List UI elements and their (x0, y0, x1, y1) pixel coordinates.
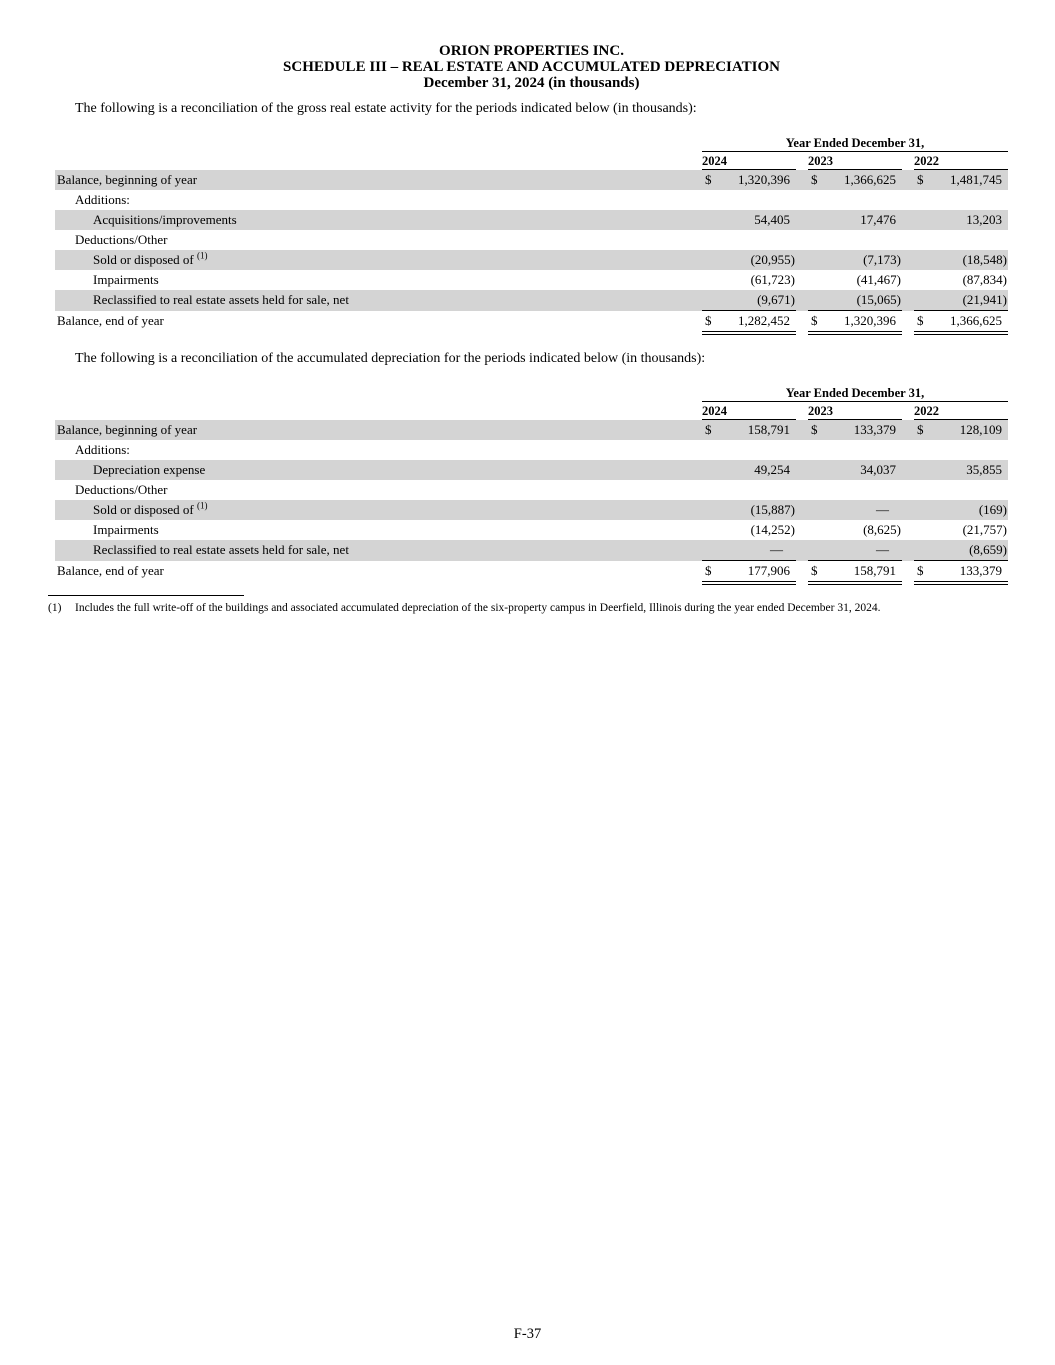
dollar-sign (702, 190, 720, 210)
header-spacer (55, 386, 689, 402)
year-column-header: 2024 (702, 154, 796, 170)
column-gap (689, 250, 702, 270)
row-label: Deductions/Other (75, 482, 168, 497)
column-gap (689, 290, 702, 311)
row-label: Balance, beginning of year (57, 422, 198, 437)
dollar-sign (702, 250, 720, 270)
column-gap (689, 561, 702, 585)
value-cell (702, 500, 796, 520)
value-cell (702, 460, 796, 480)
cell-value: (18,548) (962, 252, 1007, 267)
cell-value: — (770, 542, 783, 557)
table-row (55, 440, 1008, 460)
dollar-sign (808, 290, 826, 310)
value-cell (702, 440, 796, 460)
column-gap (796, 404, 808, 420)
date-line: December 31, 2024 (in thousands) (423, 75, 640, 91)
value-cell (808, 460, 902, 480)
dollar-sign: $ (917, 563, 924, 578)
dollar-sign (702, 210, 720, 230)
column-gap (902, 480, 914, 500)
value-cell (702, 311, 796, 335)
value-cell (808, 311, 902, 335)
cell-value (932, 440, 1008, 460)
cell-value: 158,791 (853, 563, 896, 578)
table-row (55, 311, 1008, 335)
column-gap (902, 154, 914, 170)
dollar-sign (808, 190, 826, 210)
cell-value: 49,254 (754, 462, 790, 477)
cell-value: 1,481,745 (950, 172, 1002, 187)
value-cell (702, 230, 796, 250)
column-gap (689, 210, 702, 230)
row-label: Additions: (75, 192, 130, 207)
dollar-sign (702, 520, 720, 540)
column-gap (796, 290, 808, 311)
table-row (55, 420, 1008, 440)
row-label: Reclassified to real estate assets held for sale, net (93, 292, 349, 307)
cell-value: (9,671) (757, 292, 795, 307)
column-gap (902, 404, 914, 420)
column-gap (689, 270, 702, 290)
year-column-header: 2023 (808, 404, 902, 420)
column-gap (689, 420, 702, 440)
accumulated-depreciation-table (55, 386, 1008, 585)
cell-value: (8,659) (969, 542, 1007, 557)
dollar-sign (808, 480, 826, 500)
year-ended-header: Year Ended December 31, (702, 136, 1008, 152)
dollar-sign (808, 210, 826, 230)
cell-value: 133,379 (853, 422, 896, 437)
column-gap (689, 404, 702, 420)
table-header-years-row (55, 154, 1008, 170)
value-cell (702, 561, 796, 585)
value-cell (914, 420, 1008, 440)
value-cell (914, 210, 1008, 230)
dollar-sign: $ (917, 313, 924, 328)
cell-value: 128,109 (959, 422, 1002, 437)
dollar-sign (914, 210, 932, 230)
footnote-text: Includes the full write-off of the buildings and associated accumulated depreciation of the six-property campus in Deerfield, Illinois during the year ended December 31, 2024. (75, 602, 881, 614)
value-cell (702, 270, 796, 290)
dollar-sign (914, 540, 932, 560)
column-gap (689, 520, 702, 540)
dollar-sign (914, 440, 932, 460)
cell-value: (20,955) (750, 252, 795, 267)
column-gap (796, 210, 808, 230)
column-gap (902, 270, 914, 290)
row-label: Depreciation expense (93, 462, 206, 477)
dollar-sign (914, 190, 932, 210)
cell-value (720, 190, 796, 210)
value-cell (914, 290, 1008, 311)
schedule-title: SCHEDULE III – REAL ESTATE AND ACCUMULATED DEPRECIATION (283, 59, 780, 75)
value-cell (914, 250, 1008, 270)
column-gap (689, 480, 702, 500)
value-cell (808, 540, 902, 561)
column-gap (796, 190, 808, 210)
row-label: Balance, beginning of year (57, 172, 198, 187)
dollar-sign (808, 540, 826, 560)
cell-value: 1,366,625 (844, 172, 896, 187)
cell-value: — (876, 542, 889, 557)
dollar-sign (914, 500, 932, 520)
cell-value: (15,887) (750, 502, 795, 517)
dollar-sign: $ (811, 172, 818, 187)
year-column-header: 2022 (914, 154, 1008, 170)
cell-value (720, 230, 796, 250)
page-number: F-37 (513, 1326, 542, 1342)
year-ended-header: Year Ended December 31, (702, 386, 1008, 402)
value-cell (914, 440, 1008, 460)
dollar-sign: $ (811, 563, 818, 578)
cell-value (720, 440, 796, 460)
column-gap (689, 460, 702, 480)
dollar-sign (702, 460, 720, 480)
value-cell (914, 500, 1008, 520)
footnote (48, 601, 1008, 615)
row-label: Sold or disposed of $^{(1)}$ (93, 250, 208, 267)
table-row (55, 250, 1008, 270)
table-row (55, 290, 1008, 311)
row-label: Reclassified to real estate assets held for sale, net (93, 542, 349, 557)
year-column-header: 2023 (808, 154, 902, 170)
dollar-sign: $ (917, 172, 924, 187)
dollar-sign (808, 460, 826, 480)
table-row (55, 170, 1008, 190)
column-gap (796, 230, 808, 250)
cell-value: (8,625) (863, 522, 901, 537)
dollar-sign (914, 290, 932, 310)
table-row (55, 480, 1008, 500)
column-gap (902, 460, 914, 480)
value-cell (914, 230, 1008, 250)
dollar-sign (808, 270, 826, 290)
dollar-sign (808, 440, 826, 460)
row-label: Impairments (93, 272, 159, 287)
cell-value: (14,252) (750, 522, 795, 537)
column-gap (689, 154, 702, 170)
cell-value: 34,037 (860, 462, 896, 477)
table-row (55, 500, 1008, 520)
dollar-sign (914, 250, 932, 270)
value-cell (808, 480, 902, 500)
column-gap (796, 420, 808, 440)
column-gap (902, 561, 914, 585)
value-cell (702, 170, 796, 190)
footnote-ref: (1) (197, 250, 208, 261)
value-cell (914, 480, 1008, 500)
column-gap (902, 250, 914, 270)
table-header-span-row (55, 386, 1008, 402)
year-column-header: 2022 (914, 404, 1008, 420)
column-gap (689, 190, 702, 210)
cell-value: 1,366,625 (950, 313, 1002, 328)
dollar-sign (914, 230, 932, 250)
cell-value: 1,320,396 (738, 172, 790, 187)
value-cell (808, 520, 902, 540)
cell-value: 1,282,452 (738, 313, 790, 328)
dollar-sign: $ (705, 313, 712, 328)
dollar-sign (702, 230, 720, 250)
cell-value (932, 480, 1008, 500)
row-label: Balance, end of year (57, 563, 164, 578)
column-gap (902, 520, 914, 540)
value-cell (914, 460, 1008, 480)
column-gap (796, 440, 808, 460)
cell-value (826, 230, 902, 250)
dollar-sign (702, 270, 720, 290)
dollar-sign (702, 500, 720, 520)
cell-value (826, 440, 902, 460)
cell-value: 133,379 (959, 563, 1002, 578)
value-cell (914, 520, 1008, 540)
cell-value: (21,757) (962, 522, 1007, 537)
column-gap (689, 386, 702, 402)
column-gap (902, 311, 914, 335)
column-gap (689, 170, 702, 190)
table-row (55, 210, 1008, 230)
cell-value: (61,723) (750, 272, 795, 287)
column-gap (796, 170, 808, 190)
cell-value (826, 480, 902, 500)
cell-value: — (876, 502, 889, 517)
column-gap (689, 136, 702, 152)
cell-value: (169) (978, 502, 1007, 517)
value-cell (808, 440, 902, 460)
table-header-span-row (55, 136, 1008, 152)
value-cell (702, 480, 796, 500)
cell-value: (15,065) (856, 292, 901, 307)
row-label: Deductions/Other (75, 232, 168, 247)
dollar-sign (702, 290, 720, 310)
page-content (0, 0, 1055, 615)
value-cell (702, 520, 796, 540)
dollar-sign (914, 460, 932, 480)
intro-paragraph-depreciation: The following is a reconciliation of the accumulated depreciation for the periods indicated below (in thousands): (75, 351, 706, 366)
value-cell (914, 270, 1008, 290)
column-gap (689, 230, 702, 250)
year-column-header: 2024 (702, 404, 796, 420)
value-cell (914, 561, 1008, 585)
value-cell (914, 190, 1008, 210)
value-cell (702, 210, 796, 230)
row-label: Additions: (75, 442, 130, 457)
column-gap (796, 540, 808, 561)
document-header (55, 43, 1008, 91)
column-gap (902, 500, 914, 520)
column-gap (902, 190, 914, 210)
value-cell (914, 170, 1008, 190)
value-cell (808, 290, 902, 311)
row-label: Acquisitions/improvements (93, 212, 237, 227)
footnote-ref: (1) (197, 500, 208, 511)
column-gap (902, 290, 914, 311)
column-gap (796, 520, 808, 540)
cell-value: (87,834) (962, 272, 1007, 287)
cell-value (720, 480, 796, 500)
dollar-sign (808, 520, 826, 540)
value-cell (808, 250, 902, 270)
cell-value: (7,173) (863, 252, 901, 267)
column-gap (796, 250, 808, 270)
column-gap (689, 500, 702, 520)
value-cell (702, 420, 796, 440)
header-spacer (55, 404, 689, 420)
header-spacer (55, 154, 689, 170)
footnote-marker: (1) (48, 602, 62, 614)
company-name: ORION PROPERTIES INC. (439, 43, 624, 59)
table-row (55, 540, 1008, 561)
column-gap (902, 210, 914, 230)
table-row (55, 190, 1008, 210)
cell-value: 158,791 (747, 422, 790, 437)
value-cell (808, 230, 902, 250)
column-gap (796, 480, 808, 500)
cell-value: 13,203 (966, 212, 1002, 227)
cell-value: 54,405 (754, 212, 790, 227)
column-gap (796, 561, 808, 585)
table-row (55, 561, 1008, 585)
column-gap (902, 540, 914, 561)
column-gap (796, 270, 808, 290)
table-header-years-row (55, 404, 1008, 420)
cell-value (826, 190, 902, 210)
footnote-separator (48, 595, 244, 596)
value-cell (914, 540, 1008, 561)
value-cell (702, 290, 796, 311)
cell-value: (21,941) (962, 292, 1007, 307)
value-cell (808, 500, 902, 520)
column-gap (902, 420, 914, 440)
table-row (55, 230, 1008, 250)
dollar-sign: $ (917, 422, 924, 437)
dollar-sign: $ (705, 172, 712, 187)
dollar-sign (914, 270, 932, 290)
value-cell (702, 190, 796, 210)
value-cell (914, 311, 1008, 335)
dollar-sign: $ (811, 422, 818, 437)
dollar-sign: $ (811, 313, 818, 328)
value-cell (808, 420, 902, 440)
cell-value: (41,467) (856, 272, 901, 287)
column-gap (796, 460, 808, 480)
dollar-sign (702, 480, 720, 500)
column-gap (689, 540, 702, 561)
dollar-sign (808, 250, 826, 270)
table-row (55, 460, 1008, 480)
table-row (55, 520, 1008, 540)
header-spacer (55, 136, 689, 152)
row-label: Impairments (93, 522, 159, 537)
intro-paragraph-gross: The following is a reconciliation of the gross real estate activity for the periods indicated below (in thousands): (75, 101, 697, 116)
value-cell (808, 170, 902, 190)
column-gap (902, 170, 914, 190)
column-gap (689, 311, 702, 335)
column-gap (689, 440, 702, 460)
cell-value: 1,320,396 (844, 313, 896, 328)
gross-real-estate-table (55, 136, 1008, 335)
column-gap (796, 311, 808, 335)
row-label: Balance, end of year (57, 313, 164, 328)
dollar-sign: $ (705, 422, 712, 437)
column-gap (796, 500, 808, 520)
cell-value (932, 230, 1008, 250)
value-cell (808, 210, 902, 230)
dollar-sign (702, 440, 720, 460)
column-gap (902, 440, 914, 460)
dollar-sign (808, 230, 826, 250)
dollar-sign (914, 520, 932, 540)
cell-value: 177,906 (747, 563, 790, 578)
dollar-sign (808, 500, 826, 520)
dollar-sign (914, 480, 932, 500)
cell-value: 35,855 (966, 462, 1002, 477)
column-gap (902, 230, 914, 250)
row-label: Sold or disposed of $^{(1)}$ (93, 500, 208, 517)
cell-value: 17,476 (860, 212, 896, 227)
value-cell (808, 561, 902, 585)
value-cell (702, 540, 796, 561)
dollar-sign (702, 540, 720, 560)
value-cell (702, 250, 796, 270)
table-row (55, 270, 1008, 290)
column-gap (796, 154, 808, 170)
value-cell (808, 190, 902, 210)
value-cell (808, 270, 902, 290)
dollar-sign: $ (705, 563, 712, 578)
cell-value (932, 190, 1008, 210)
